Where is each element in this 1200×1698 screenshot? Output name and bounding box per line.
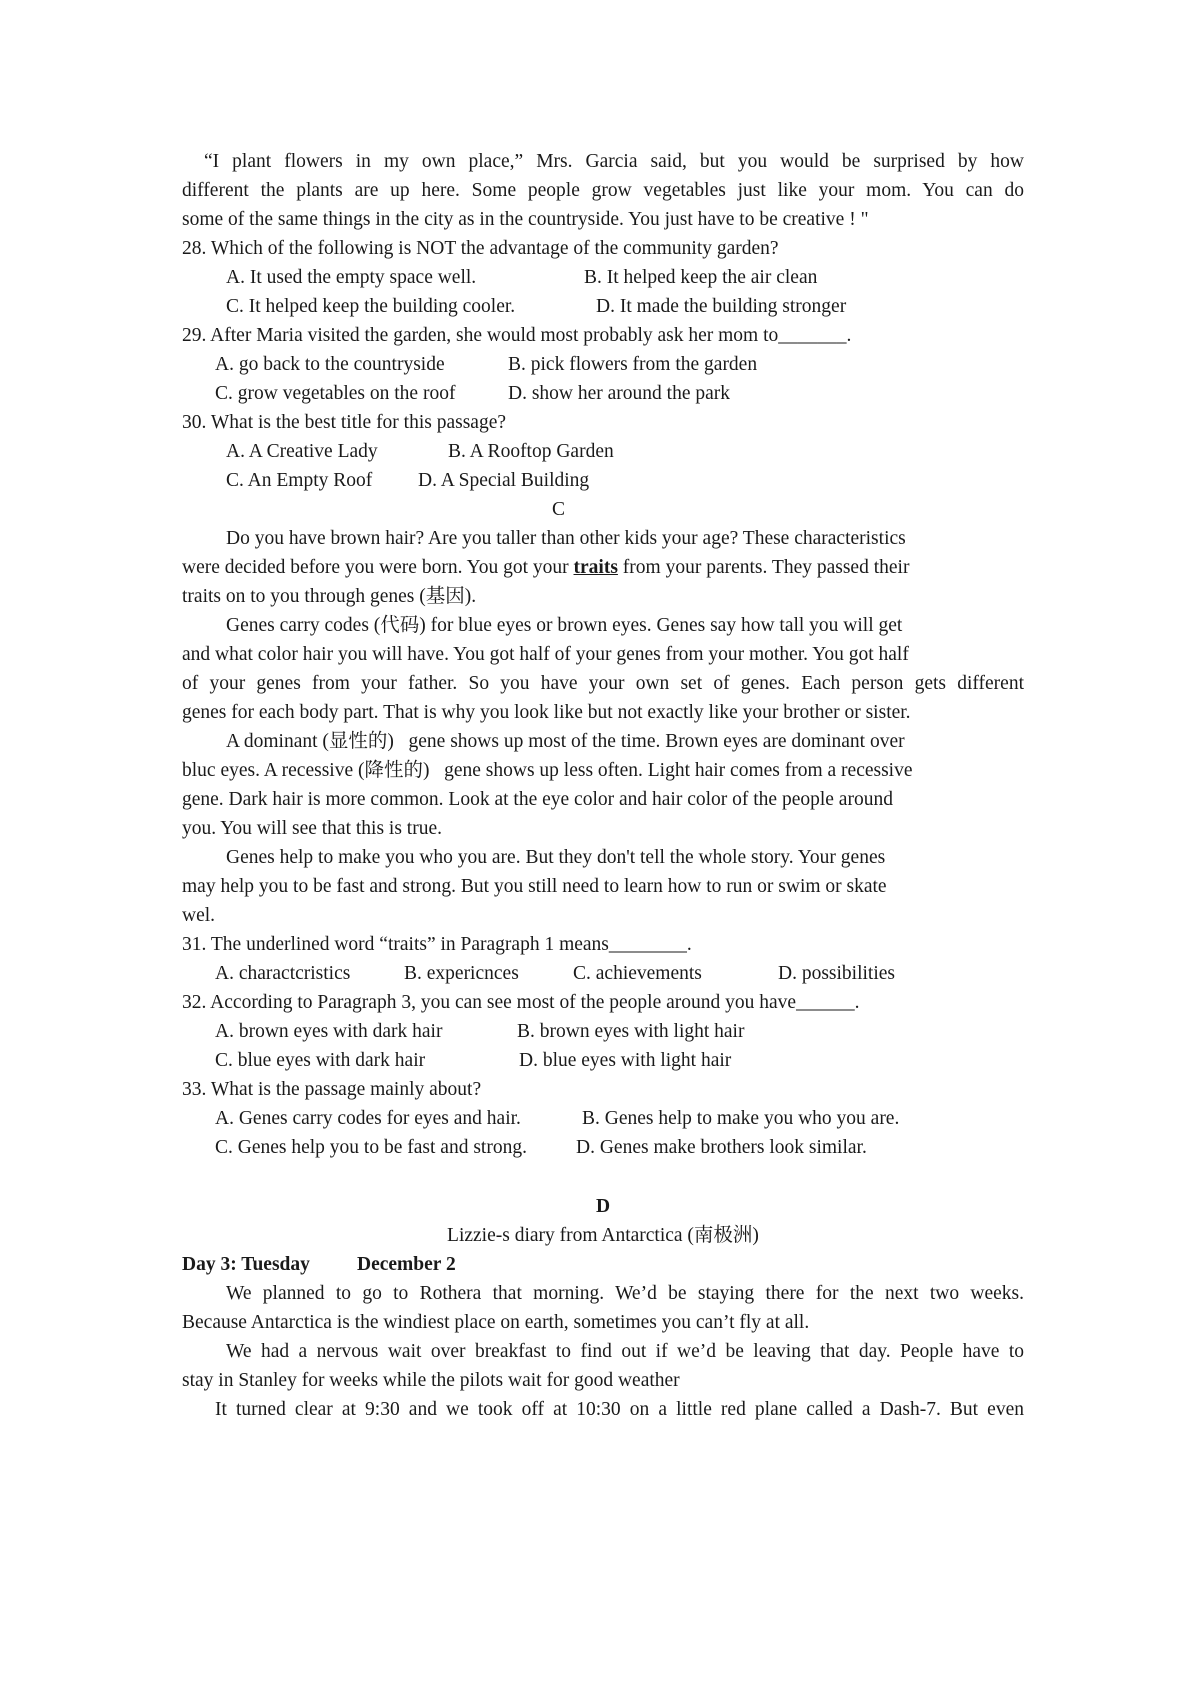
question-31-option-d[interactable]: D. possibilities: [778, 963, 896, 984]
passage-c-p3-line-1: A dominant (显性的) gene shows up most of the time. Brown eyes are dominant over: [226, 731, 905, 752]
passage-c-p2-line-2: and what color hair you will have. You got half of your genes from your mother. You got half: [182, 644, 909, 665]
question-30-option-b[interactable]: B. A Rooftop Garden: [448, 441, 614, 462]
passage-d-p1-line-2: Because Antarctica is the windiest place on earth, sometimes you can’t fly at all.: [182, 1312, 810, 1333]
question-30-option-d[interactable]: D. A Special Building: [418, 470, 590, 491]
passage-d-p2-line-2: stay in Stanley for weeks while the pilots wait for good weather: [182, 1370, 680, 1391]
passage-d-p3-line-1: It turned clear at 9:30 and we took off at 10:30 on a little red plane called a Dash-7. But even: [215, 1399, 1024, 1420]
question-33-option-b[interactable]: B. Genes help to make you who you are.: [582, 1108, 900, 1129]
question-28-option-d[interactable]: D. It made the building stronger: [596, 296, 847, 317]
question-29-option-c[interactable]: C. grow vegetables on the roof: [215, 383, 456, 404]
question-28-option-b[interactable]: B. It helped keep the air clean: [584, 267, 818, 288]
passage-c-p1-line-1: Do you have brown hair? Are you taller than other kids your age? These characteristics: [226, 528, 906, 549]
passage-b-line-1: “I plant flowers in my own place,” Mrs. Garcia said, but you would be surprised by how: [204, 151, 1024, 172]
question-31-stem: 31. The underlined word “traits” in Paragraph 1 means________.: [182, 934, 692, 955]
question-32-option-c[interactable]: C. blue eyes with dark hair: [215, 1050, 426, 1071]
question-31-option-a[interactable]: A. charactcristics: [215, 963, 351, 984]
passage-c-p2-line-1: Genes carry codes (代码) for blue eyes or brown eyes. Genes say how tall you will get: [226, 615, 903, 636]
passage-d-title: Lizzie-s diary from Antarctica (南极洲): [447, 1225, 759, 1246]
question-33-stem: 33. What is the passage mainly about?: [182, 1079, 482, 1100]
passage-b-line-2: different the plants are up here. Some people grow vegetables just like your mom. You can do: [182, 180, 1024, 201]
question-33-option-d[interactable]: D. Genes make brothers look similar.: [576, 1137, 867, 1158]
passage-c-p2-line-4: genes for each body part. That is why you look like but not exactly like your brother or sister.: [182, 702, 911, 723]
question-28-option-c[interactable]: C. It helped keep the building cooler.: [226, 296, 516, 317]
passage-c-p2-line-3: of your genes from your father. So you have your own set of genes. Each person gets different: [182, 673, 1024, 694]
question-28-option-a[interactable]: A. It used the empty space well.: [226, 267, 477, 288]
passage-c-p1-line-2: were decided before you were born. You got your traits from your parents. They passed their: [182, 557, 910, 578]
question-31-option-b[interactable]: B. expericnces: [404, 963, 519, 984]
question-28-stem: 28. Which of the following is NOT the advantage of the community garden?: [182, 238, 779, 259]
question-33-option-c[interactable]: C. Genes help you to be fast and strong.: [215, 1137, 527, 1158]
passage-c-p4-line-1: Genes help to make you who you are. But they don't tell the whole story. Your genes: [226, 847, 886, 868]
question-31-option-c[interactable]: C. achievements: [573, 963, 702, 984]
question-29-option-a[interactable]: A. go back to the countryside: [215, 354, 445, 375]
question-29-option-d[interactable]: D. show her around the park: [508, 383, 731, 404]
diary-date-label: December 2: [357, 1254, 456, 1275]
question-30-option-c[interactable]: C. An Empty Roof: [226, 470, 373, 491]
question-29-option-b[interactable]: B. pick flowers from the garden: [508, 354, 758, 375]
question-32-option-d[interactable]: D. blue eyes with light hair: [519, 1050, 732, 1071]
passage-c-heading: C: [552, 499, 566, 520]
passage-c-p3-line-4: you. You will see that this is true.: [182, 818, 443, 839]
passage-c-p4-line-3: wel.: [182, 905, 216, 926]
passage-c-p1-line-3: traits on to you through genes (基因).: [182, 586, 477, 607]
passage-c-p4-line-2: may help you to be fast and strong. But you still need to learn how to run or swim or skate: [182, 876, 887, 897]
question-30-stem: 30. What is the best title for this passage?: [182, 412, 507, 433]
passage-d-p1-line-1: We planned to go to Rothera that morning. We’d be staying there for the next two weeks.: [226, 1283, 1024, 1304]
passage-c-p3-line-2: bluc eyes. A recessive (降性的) gene shows up less often. Light hair comes from a recessive: [182, 760, 913, 781]
diary-day-label: Day 3: Tuesday: [182, 1254, 310, 1275]
passage-d-heading: D: [595, 1196, 611, 1217]
underlined-word-traits: traits: [573, 557, 618, 578]
question-33-option-a[interactable]: A. Genes carry codes for eyes and hair.: [215, 1108, 521, 1129]
question-32-option-b[interactable]: B. brown eyes with light hair: [517, 1021, 745, 1042]
passage-b-line-3: some of the same things in the city as in the countryside. You just have to be creative ! ": [182, 209, 869, 230]
question-32-stem: 32. According to Paragraph 3, you can see most of the people around you have______.: [182, 992, 860, 1013]
passage-c-p3-line-3: gene. Dark hair is more common. Look at the eye color and hair color of the people around: [182, 789, 893, 810]
question-30-option-a[interactable]: A. A Creative Lady: [226, 441, 378, 462]
question-29-stem: 29. After Maria visited the garden, she would most probably ask her mom to_______.: [182, 325, 852, 346]
question-32-option-a[interactable]: A. brown eyes with dark hair: [215, 1021, 443, 1042]
passage-d-p2-line-1: We had a nervous wait over breakfast to find out if we’d be leaving that day. People have to: [226, 1341, 1024, 1362]
